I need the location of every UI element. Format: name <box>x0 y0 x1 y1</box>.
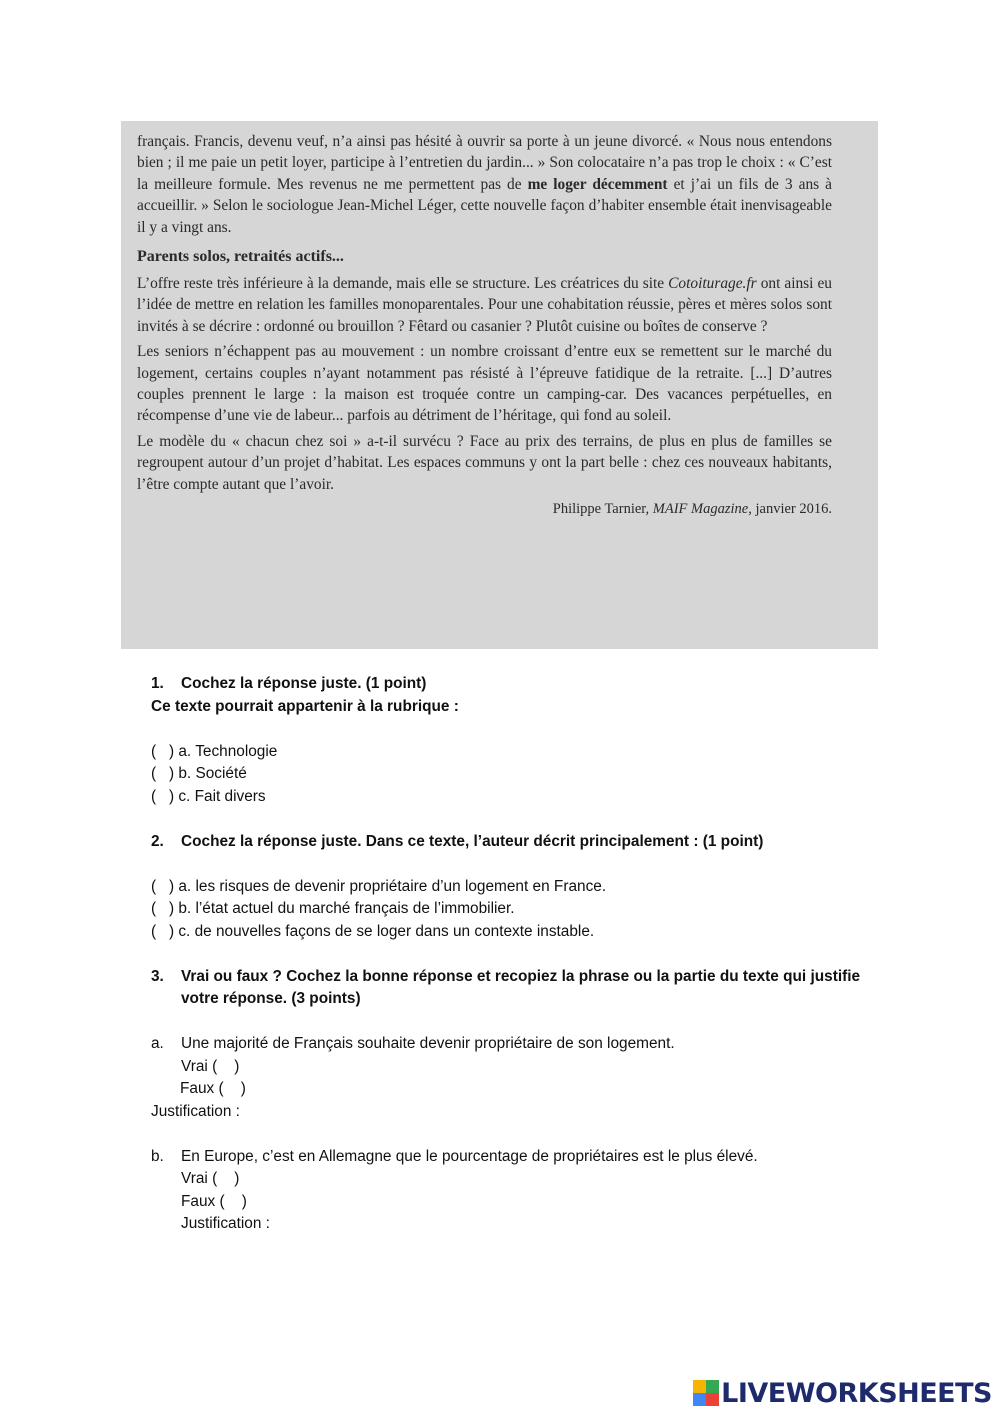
q2-option-b[interactable]: ( ) b. l’état actuel du marché français de l’immobilier. <box>151 900 515 917</box>
article-paragraph-1: français. Francis, devenu veuf, n’a ainsi pas hésité à ouvrir sa porte à un jeune divorcé. « Nous nous entendons bien ; il me paie un petit loyer, participe à l’entretien du jardin... » Son colocataire n’a pas trop le choix : « C’est la meilleure formule. Mes revenus ne me permettent pas de me loger décemment et j’ai un fils de 3 ans à accueillir. » Selon le sociologue Jean-Michel Léger, cette nouvelle façon d’habiter ensemble était inenvisageable il y a vingt ans. <box>137 133 833 236</box>
article-paragraph-2: L’offre reste très inférieure à la demande, mais elle se structure. Les créatrices du site Cotoiturage.fr ont ainsi eu l’idée de mettre en relation les familles monoparentales. Pour une cohabitation réussie, pères et mères solos sont invités à se décrire : ordonné ou brouillon ? Fêtard ou casanier ? Plutôt cuisine ou boîtes de conserve ? <box>137 275 832 335</box>
q3a-vrai-checkbox[interactable]: Vrai ( ) <box>181 1057 240 1075</box>
scanned-article <box>121 121 878 649</box>
article-paragraph-3: Les seniors n’échappent pas au mouvement : un nombre croissant d’entre eux se remettent sur le marché du logement, certains couples n’ayant notamment pas résisté à l’épreuve fatidique de la retraite. [...] D’autres couples prennent le large : la maison est troquée contre un camping-car. Des vacances perpétuelles, en récompense d’une vie de labeur... parfois au détriment de l’héritage, qui fond au soleil. <box>137 343 832 425</box>
question-3-title: 3. Vrai ou faux ? Cochez la bonne réponse et recopiez la phrase ou la partie du texte qui justifie votre réponse. (3 points) <box>151 967 861 1007</box>
q1-option-b[interactable]: ( ) b. Société <box>151 765 247 782</box>
bold-phrase: me loger décemment <box>527 175 668 193</box>
questions-section <box>151 673 871 1236</box>
q2-option-a[interactable]: ( ) a. les risques de devenir propriétaire d’un logement en France. <box>151 877 607 895</box>
article-signature: Philippe Tarnier, MAIF Magazine, janvier 2016. <box>552 501 832 518</box>
article-heading: Parents solos, retraités actifs... <box>137 248 344 266</box>
question-1-subtitle: Ce texte pourrait appartenir à la rubrique : <box>151 697 459 715</box>
question-2-title: 2. Cochez la réponse juste. Dans ce texte, l’auteur décrit principalement : (1 point) <box>151 832 764 850</box>
question-1-title: 1. Cochez la réponse juste. (1 point) <box>151 675 427 692</box>
q1-option-c[interactable]: ( ) c. Fait divers <box>151 787 266 805</box>
q3-item-a-statement: a. Une majorité de Français souhaite devenir propriétaire de son logement. <box>151 1035 675 1052</box>
liveworksheets-wordmark: LIVEWORKSHEETS <box>721 1377 992 1409</box>
q3a-faux-checkbox[interactable]: Faux ( ) <box>180 1080 246 1097</box>
liveworksheets-mark-icon <box>693 1380 719 1406</box>
article-paragraph-4: Le modèle du « chacun chez soi » a-t-il survécu ? Face au prix des terrains, de plus en plus de familles se regroupent autour d’un projet d’habitat. Les espaces communs y ont la part belle : chez ces nouveaux habitants, l’être compte autant que l’avoir. <box>137 432 832 493</box>
q3b-vrai-checkbox[interactable]: Vrai ( ) <box>181 1170 240 1187</box>
q3b-faux-checkbox[interactable]: Faux ( ) <box>181 1192 247 1210</box>
liveworksheets-logo <box>693 1377 992 1409</box>
q1-option-a[interactable]: ( ) a. Technologie <box>151 742 278 760</box>
q2-option-c[interactable]: ( ) c. de nouvelles façons de se loger dans un contexte instable. <box>151 922 595 940</box>
q3b-justification[interactable]: Justification : <box>181 1215 270 1232</box>
website-name: Cotoiturage.fr <box>668 275 757 293</box>
q3-item-b-statement: b. En Europe, c’est en Allemagne que le pourcentage de propriétaires est le plus élevé. <box>151 1147 758 1165</box>
q3a-justification[interactable]: Justification : <box>151 1102 240 1120</box>
